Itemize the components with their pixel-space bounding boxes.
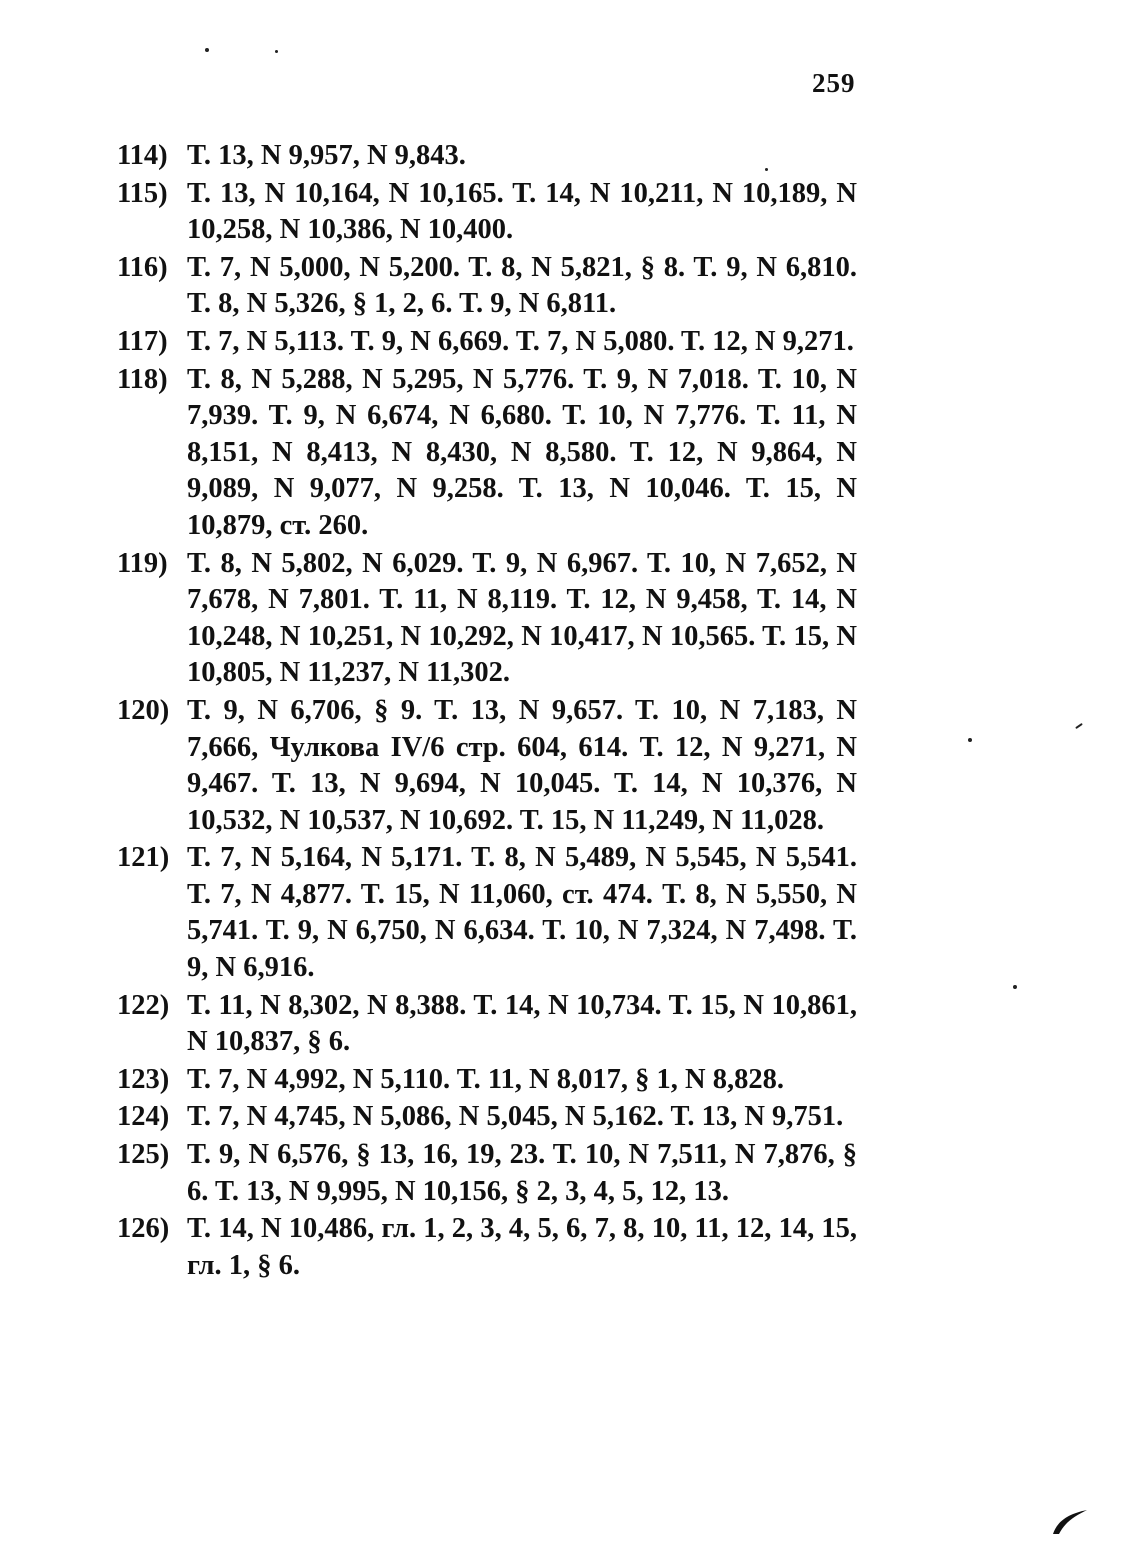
note-number: 118) xyxy=(117,363,168,395)
note-number: 116) xyxy=(117,251,168,283)
note-115 xyxy=(117,176,857,249)
note-124 xyxy=(117,1099,857,1136)
note-121 xyxy=(117,840,857,986)
note-text: T. 13, N 9,957, N 9,843. xyxy=(187,140,466,171)
scan-speck xyxy=(275,50,278,53)
note-123 xyxy=(117,1062,857,1099)
note-number: 115) xyxy=(117,177,168,209)
note-text-part: T. 9, N 6,706, § 9. T. 13, N 9,657. T. 10, N 7,183, N 7,666, Чулкова xyxy=(187,694,857,763)
note-119 xyxy=(117,546,857,692)
note-text: T. 11, N 8,302, N 8,388. T. 14, N 10,734. T. 15, N 10,861, N 10,837, § 6. xyxy=(187,989,857,1058)
note-number: 122) xyxy=(117,989,170,1021)
scan-speck xyxy=(765,168,768,171)
note-126 xyxy=(117,1211,857,1284)
note-number: 114) xyxy=(117,140,168,171)
page-number: 259 xyxy=(812,68,856,98)
note-number: 125) xyxy=(117,1139,170,1171)
note-number: 119) xyxy=(117,547,168,579)
note-122 xyxy=(117,988,857,1061)
volume-fraction: IV/6 xyxy=(390,731,445,763)
note-117 xyxy=(117,324,857,361)
note-text: T. 9, N 6,576, § 13, 16, 19, 23. T. 10, N 7,511, N 7,876, § 6. T. 13, N 9,995, N 10,156, § 2, 3, 4, 5, 12, 13. xyxy=(187,1139,857,1207)
note-text: T. 14, N 10,486, гл. 1, 2, 3, 4, 5, 6, 7, 8, 10, 11, 12, 14, 15, гл. 1, § 6. xyxy=(187,1213,857,1281)
scan-speck xyxy=(1075,723,1083,729)
note-text: T. 7, N 4,992, N 5,110. T. 11, N 8,017, § 1, N 8,828. xyxy=(187,1063,784,1095)
note-116 xyxy=(117,250,857,323)
ink-smudge xyxy=(1045,1500,1095,1540)
note-text: T. 8, N 5,802, N 6,029. T. 9, N 6,967. T. 10, N 7,652, N 7,678, N 7,801. T. 11, N 8,119. T. 12, N 9,458, T. 14, N 10,248, N 10,251, N 10,292, N 10,417, N 10,565. T. 15, N 10,805, N 11,237, N 11,302. xyxy=(187,547,857,689)
note-text: T. 7, N 5,000, N 5,200. T. 8, N 5,821, § 8. T. 9, N 6,810. T. 8, N 5,326, § 1, 2, 6. T. 9, N 6,811. xyxy=(187,251,857,320)
note-text: T. 7, N 4,745, N 5,086, N 5,045, N 5,162. T. 13, N 9,751. xyxy=(187,1101,844,1133)
note-number: 117) xyxy=(117,325,168,357)
note-120 xyxy=(117,693,857,839)
note-text: T. 7, N 5,164, N 5,171. T. 8, N 5,489, N 5,545, N 5,541. T. 7, N 4,877. T. 15, N 11,060, ст. 474. T. 8, N 5,550, N 5,741. T. 9, N 6,750, N 6,634. T. 10, N 7,324, N 7,498. T. 9, N 6,916. xyxy=(187,842,857,984)
note-number: 121) xyxy=(117,842,170,874)
note-number: 120) xyxy=(117,694,170,726)
note-text: T. 7, N 5,113. T. 9, N 6,669. T. 7, N 5,080. T. 12, N 9,271. xyxy=(187,325,854,357)
note-text xyxy=(187,693,857,839)
note-number: 124) xyxy=(117,1101,170,1133)
note-118 xyxy=(117,362,857,545)
note-text-part: стр. 604, 614. T. 12, N 9,271, N 9,467. T. 13, N 9,694, N 10,045. T. 14, N 10,376, N 10,532, N 10,537, N 10,692. T. 15, N 11,249, N 11,028. xyxy=(187,731,857,836)
scan-speck xyxy=(205,48,209,52)
note-number: 123) xyxy=(117,1063,170,1095)
scan-speck xyxy=(968,738,972,742)
note-number: 126) xyxy=(117,1213,170,1245)
note-114 xyxy=(117,138,857,175)
note-125 xyxy=(117,1137,857,1210)
notes-list xyxy=(117,138,857,1285)
note-text: T. 13, N 10,164, N 10,165. T. 14, N 10,211, N 10,189, N 10,258, N 10,386, N 10,400. xyxy=(187,177,857,246)
note-text: T. 8, N 5,288, N 5,295, N 5,776. T. 9, N 7,018. T. 10, N 7,939. T. 9, N 6,674, N 6,680. T. 10, N 7,776. T. 11, N 8,151, N 8,413, N 8,430, N 8,580. T. 12, N 9,864, N 9,089, N 9,077, N 9,258. T. 13, N 10,046. T. 15, N 10,879, ст. 260. xyxy=(187,363,857,541)
scan-speck xyxy=(1013,985,1017,989)
